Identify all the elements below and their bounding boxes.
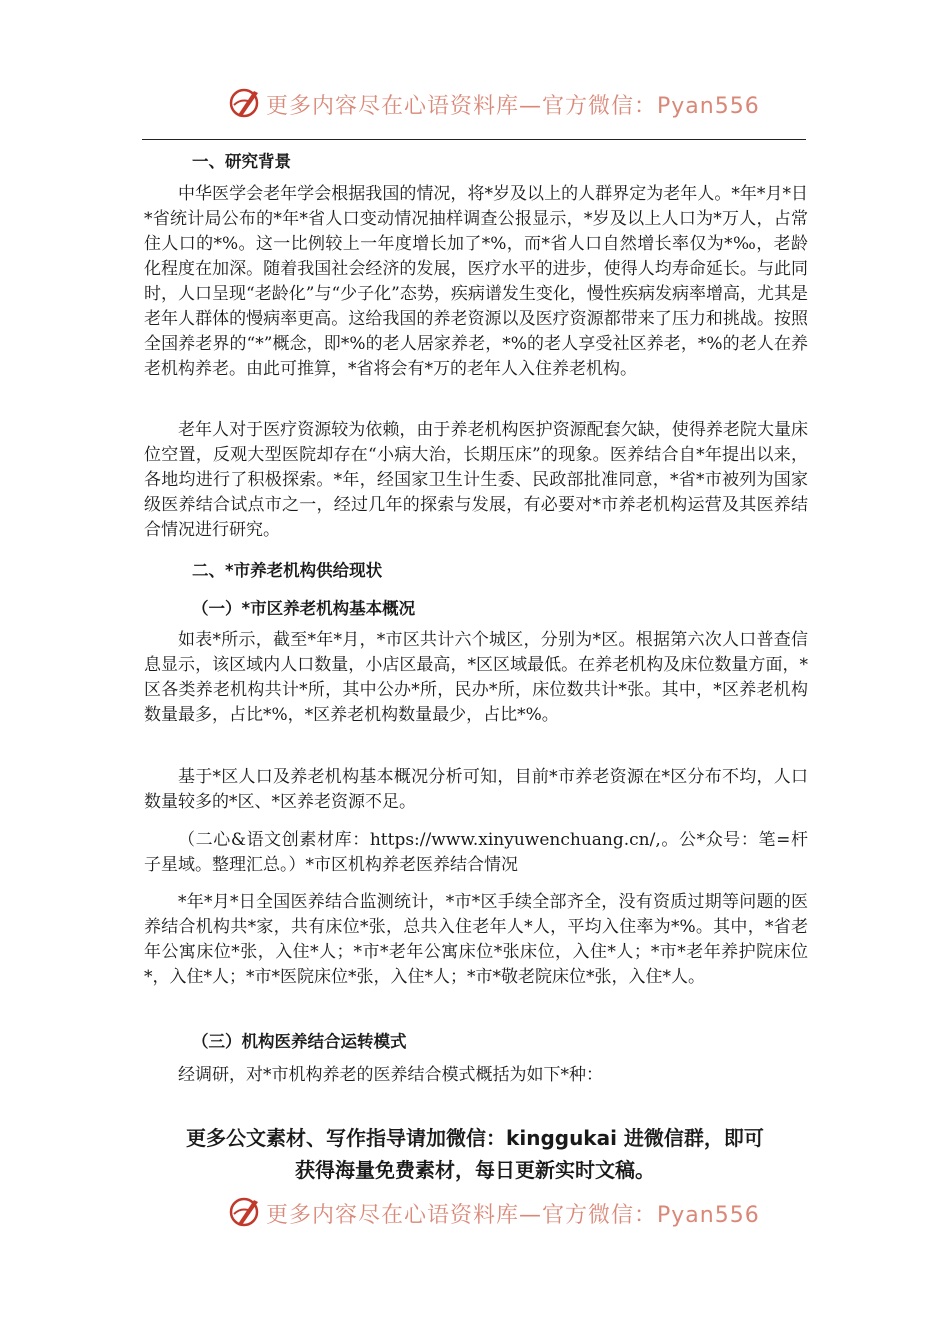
promo-line-2: 获得海量免费素材，每日更新实时文稿。	[295, 1158, 655, 1182]
subsection-heading-3: （三）机构医养结合运转模式	[192, 1032, 407, 1051]
quill-logo-icon	[228, 1194, 264, 1230]
subsection-heading-1: （一）*市区养老机构基本概况	[192, 599, 416, 618]
section-heading-1: 一、研究背景	[192, 152, 291, 171]
paragraph-5: （二心&语文创素材库：https://www.xinyuwenchuang.cn/,。公*众号：笔=杆子星域。整理汇总。）*市区机构养老医养结合情况	[144, 830, 808, 875]
paragraph-3: 如表*所示，截至*年*月，*市区共计六个城区，分别为*区。根据第六次人口普查信息显示，该区域内人口数量，小店区最高，*区区域最低。在养老机构及床位数量方面，*区各类养老机构共计*所，其中公办*所，民办*所，床位数共计*张。其中，*区养老机构数量最多，占比*%，*区养老机构数量最少，占比*%。	[144, 630, 808, 725]
promo-notice	[120, 1122, 830, 1186]
header-banner-text: 更多内容尽在心语资料库—官方微信：Pyan556	[266, 94, 760, 119]
header-divider	[142, 139, 806, 140]
paragraph-6: *年*月*日全国医养结合监测统计，*市*区手续全部齐全，没有资质过期等问题的医养结合机构共*家，共有床位*张，总共入住老年人*人，平均入住率为*%。其中，*省老年公寓床位*张，入住*人；*市*老年公寓床位*张床位，入住*人；*市*老年养护院床位*，入住*人；*市*医院床位*张，入住*人；*市*敬老院床位*张，入住*人。	[144, 892, 808, 987]
quill-logo-icon	[228, 85, 264, 121]
promo-line-1: 更多公文素材、写作指导请加微信：kinggukai 进微信群，即可	[186, 1126, 764, 1150]
footer-banner-text: 更多内容尽在心语资料库—官方微信：Pyan556	[266, 1203, 760, 1228]
section-heading-2: 二、*市养老机构供给现状	[192, 561, 383, 580]
paragraph-4: 基于*区人口及养老机构基本概况分析可知，目前*市养老资源在*区分布不均，人口数量较多的*区、*区养老资源不足。	[144, 767, 808, 812]
footer-banner	[0, 1192, 950, 1236]
paragraph-2: 老年人对于医疗资源较为依赖，由于养老机构医护资源配套欠缺，使得养老院大量床位空置，反观大型医院却存在“小病大治，长期压床”的现象。医养结合自*年提出以来，各地均进行了积极探索。*年，经国家卫生计生委、民政部批准同意，*省*市被列为国家级医养结合试点市之一，经过几年的探索与发展，有必要对*市养老机构运营及其医养结合情况进行研究。	[144, 420, 808, 540]
paragraph-1: 中华医学会老年学会根据我国的情况，将*岁及以上的人群界定为老年人。*年*月*日*省统计局公布的*年*省人口变动情况抽样调查公报显示，*岁及以上人口为*万人，占常住人口的*%。这一比例较上一年度增长加了*%，而*省人口自然增长率仅为*‰，老龄化程度在加深。随着我国社会经济的发展，医疗水平的进步，使得人均寿命延长。与此同时，人口呈现“老龄化”与“少子化”态势，疾病谱发生变化，慢性疾病发病率增高，尤其是老年人群体的慢病率更高。这给我国的养老资源以及医疗资源都带来了压力和挑战。按照全国养老界的“*”概念，即*%的老人居家养老，*%的老人享受社区养老，*%的老人在养老机构养老。由此可推算，*省将会有*万的老年人入住养老机构。	[144, 184, 808, 379]
paragraph-7: 经调研，对*市机构养老的医养结合模式概括为如下*种：	[178, 1065, 603, 1085]
header-banner	[0, 83, 950, 127]
